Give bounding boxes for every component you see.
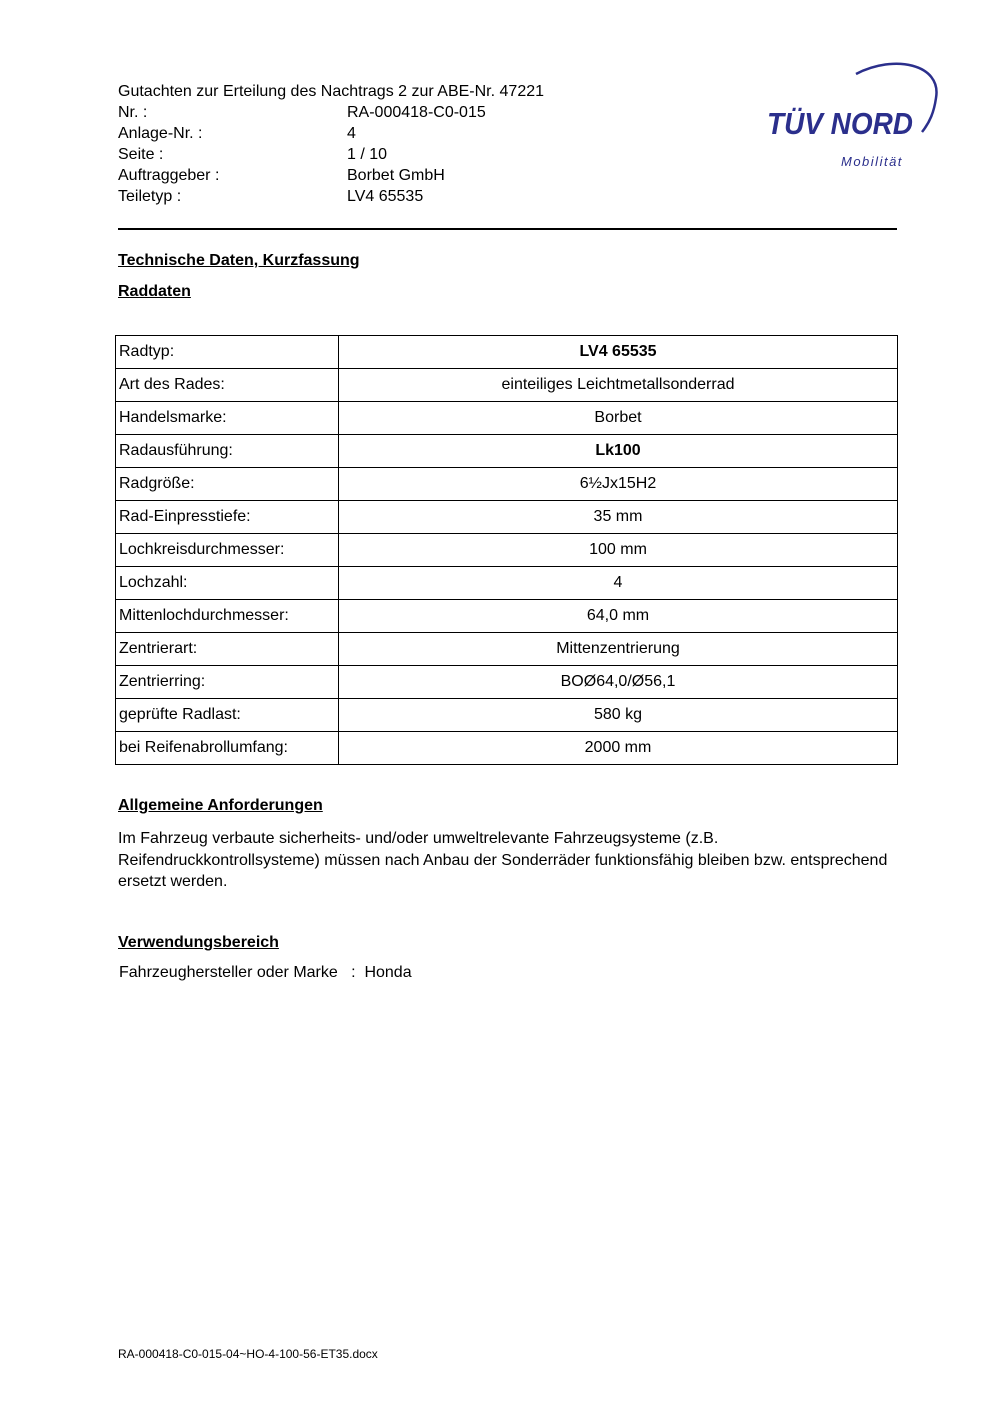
row-label: bei Reifenabrollumfang: (116, 732, 339, 765)
row-value: 2000 mm (339, 732, 898, 765)
table-row (116, 369, 898, 402)
general-requirements-text: Im Fahrzeug verbaute sicherheits- und/oder umweltrelevante Fahrzeugsysteme (z.B. Reifendruckkontrollsysteme) müssen nach Anbau der Sonderräder funktionsfähig bleiben bzw. entsprechend ersetzt werden. (118, 830, 888, 890)
row-value: LV4 65535 (339, 336, 898, 369)
wheel-data-table (115, 335, 898, 765)
row-value: BOØ64,0/Ø56,1 (339, 666, 898, 699)
document-header (118, 81, 718, 207)
row-label: Mittenlochdurchmesser: (116, 600, 339, 633)
table-row (116, 534, 898, 567)
table-row (116, 699, 898, 732)
row-label: Handelsmarke: (116, 402, 339, 435)
row-label: Radausführung: (116, 435, 339, 468)
row-label: Radgröße: (116, 468, 339, 501)
row-value: Borbet (339, 402, 898, 435)
header-label: Auftraggeber : (118, 167, 220, 184)
header-label: Anlage-Nr. : (118, 125, 203, 142)
header-value: LV4 65535 (347, 188, 424, 205)
row-label: Rad-Einpresstiefe: (116, 501, 339, 534)
table-row (116, 633, 898, 666)
row-value: 580 kg (339, 699, 898, 732)
tuv-nord-logo-graphic (764, 56, 944, 176)
row-value: 35 mm (339, 501, 898, 534)
tuv-nord-logo (764, 56, 944, 176)
usage-value: Honda (364, 964, 412, 981)
header-value: RA-000418-C0-015 (347, 104, 486, 121)
table-row (116, 501, 898, 534)
header-label: Nr. : (118, 104, 148, 121)
header-label: Teiletyp : (118, 188, 182, 205)
row-value: Mittenzentrierung (339, 633, 898, 666)
table-row (116, 567, 898, 600)
header-value: 1 / 10 (347, 146, 388, 163)
table-row (116, 402, 898, 435)
report-title: Gutachten zur Erteilung des Nachtrags 2 zur ABE-Nr. 47221 (118, 83, 545, 100)
header-row-client (118, 165, 718, 186)
row-label: Zentrierring: (116, 666, 339, 699)
header-row-part-type (118, 186, 718, 207)
table-row (116, 732, 898, 765)
header-value: 4 (347, 125, 356, 142)
heading-wheel-data: Raddaten (118, 283, 191, 300)
row-value: 4 (339, 567, 898, 600)
row-value: 6½Jx15H2 (339, 468, 898, 501)
usage-separator: : (351, 964, 356, 981)
table-row (116, 666, 898, 699)
heading-technical-data: Technische Daten, Kurzfassung (118, 252, 360, 269)
row-value: 100 mm (339, 534, 898, 567)
row-value: Lk100 (339, 435, 898, 468)
row-label: Art des Rades: (116, 369, 339, 402)
header-label: Seite : (118, 146, 164, 163)
table-row (116, 600, 898, 633)
table-row (116, 468, 898, 501)
header-divider (118, 228, 897, 230)
usage-label: Fahrzeughersteller oder Marke (119, 964, 338, 981)
header-value: Borbet GmbH (347, 167, 445, 184)
heading-usage-area: Verwendungsbereich (118, 934, 279, 951)
header-row-page (118, 144, 718, 165)
row-label: geprüfte Radlast: (116, 699, 339, 732)
logo-wordmark: TÜV NORD (767, 106, 913, 141)
row-value: 64,0 mm (339, 600, 898, 633)
row-label: Lochzahl: (116, 567, 339, 600)
row-label: Lochkreisdurchmesser: (116, 534, 339, 567)
table-row (116, 435, 898, 468)
header-row-attachment (118, 123, 718, 144)
footer-filename: RA-000418-C0-015-04~HO-4-100-56-ET35.docx (118, 1347, 378, 1361)
row-value: einteiliges Leichtmetallsonderrad (339, 369, 898, 402)
wheel-data-table-body (116, 336, 898, 765)
row-label: Zentrierart: (116, 633, 339, 666)
row-label: Radtyp: (116, 336, 339, 369)
table-row (116, 336, 898, 369)
header-row-number (118, 102, 718, 123)
logo-subtitle: Mobilität (841, 154, 903, 169)
usage-line (119, 964, 412, 982)
heading-general-requirements: Allgemeine Anforderungen (118, 797, 323, 814)
